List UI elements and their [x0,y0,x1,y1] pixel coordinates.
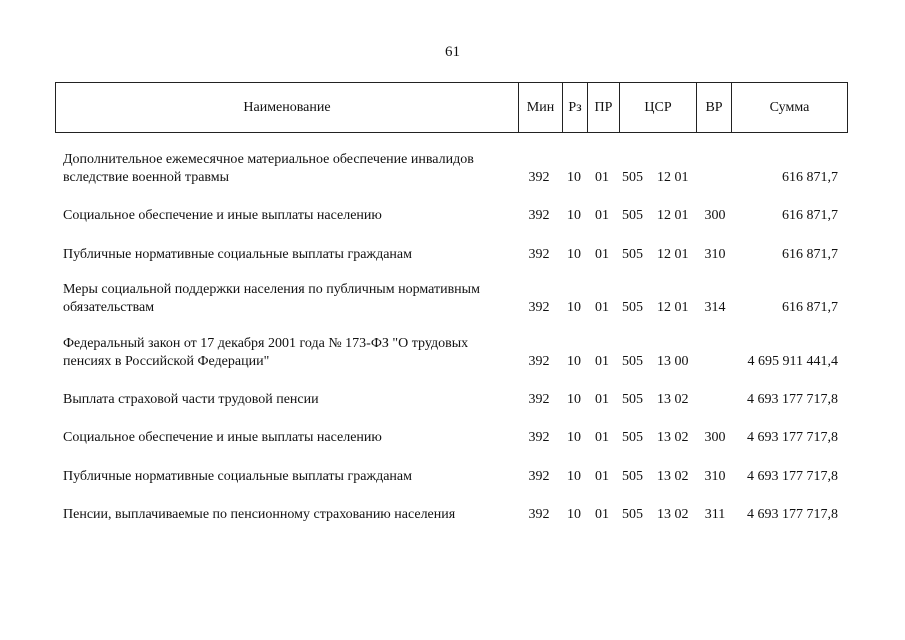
header-pr: ПР [587,83,619,132]
row-rz: 10 [567,170,581,185]
header-vr: ВР [696,83,731,132]
row-min: 392 [528,354,550,369]
row-rz: 10 [567,354,581,369]
row-csr-part1: 505 [622,430,643,445]
row-rz: 10 [567,469,581,484]
row-sum: 4 693 177 717,8 [747,469,838,484]
row-csr-part2: 13 02 [657,430,689,445]
row-name-line: Социальное обеспечение и иные выплаты населению [63,208,382,223]
row-name-line: Федеральный закон от 17 декабря 2001 года № 173-ФЗ "О трудовых [63,336,469,351]
row-sum: 616 871,7 [782,208,838,223]
row-pr: 01 [595,430,609,445]
page-number: 61 [445,44,460,60]
row-name [63,391,523,409]
row-pr: 01 [595,170,609,185]
row-rz: 10 [567,208,581,223]
row-csr-part2: 13 00 [657,354,689,369]
row-csr-part1: 505 [622,247,643,262]
row-pr: 01 [595,247,609,262]
row-csr-part2: 12 01 [657,247,689,262]
header-csr: ЦСР [619,83,696,132]
row-min: 392 [528,507,550,522]
header-min: Мин [518,83,562,132]
header-name: Наименование [243,100,331,115]
row-csr-part1: 505 [622,300,643,315]
row-vr: 310 [704,469,726,484]
row-name-line: Социальное обеспечение и иные выплаты населению [63,430,382,445]
row-name [63,335,523,371]
row-vr: 300 [704,208,726,223]
row-min: 392 [528,170,550,185]
row-csr-part1: 505 [622,208,643,223]
row-name [63,207,523,225]
row-csr-part2: 13 02 [657,507,689,522]
row-name-line: Пенсии, выплачиваемые по пенсионному страхованию населения [63,507,456,522]
row-sum: 616 871,7 [782,170,838,185]
row-min: 392 [528,469,550,484]
row-csr-part1: 505 [622,354,643,369]
header-rz: Рз [562,83,587,132]
row-vr: 311 [704,507,726,522]
row-sum: 4 695 911 441,4 [747,354,838,369]
row-rz: 10 [567,507,581,522]
row-vr: 300 [704,430,726,445]
row-pr: 01 [595,392,609,407]
row-name-line: Публичные нормативные социальные выплаты гражданам [63,247,412,262]
row-csr-part1: 505 [622,392,643,407]
row-rz: 10 [567,430,581,445]
row-sum: 4 693 177 717,8 [747,507,838,522]
row-pr: 01 [595,300,609,315]
row-pr: 01 [595,469,609,484]
row-name [63,281,523,317]
row-csr-part2: 13 02 [657,392,689,407]
row-name-line: Выплата страховой части трудовой пенсии [63,392,319,407]
row-name [63,246,523,264]
row-min: 392 [528,247,550,262]
row-sum: 616 871,7 [782,247,838,262]
row-pr: 01 [595,354,609,369]
row-csr-part1: 505 [622,507,643,522]
row-pr: 01 [595,507,609,522]
row-name-line: обязательствам [63,300,155,315]
row-name-line: Публичные нормативные социальные выплаты гражданам [63,469,412,484]
row-min: 392 [528,208,550,223]
row-csr-part2: 12 01 [657,300,689,315]
row-pr: 01 [595,208,609,223]
row-min: 392 [528,430,550,445]
row-csr-part2: 13 02 [657,469,689,484]
row-rz: 10 [567,300,581,315]
row-rz: 10 [567,392,581,407]
row-csr-part1: 505 [622,170,643,185]
row-sum: 616 871,7 [782,300,838,315]
row-name-line: пенсиях в Российской Федерации" [63,354,270,369]
row-min: 392 [528,392,550,407]
header-sum: Сумма [731,83,847,132]
row-name [63,506,523,524]
row-name [63,468,523,486]
row-min: 392 [528,300,550,315]
row-name-line: Дополнительное ежемесячное материальное обеспечение инвалидов [63,152,474,167]
row-name [63,429,523,447]
row-csr-part2: 12 01 [657,170,689,185]
table-header [55,82,848,133]
row-csr-part1: 505 [622,469,643,484]
row-sum: 4 693 177 717,8 [747,392,838,407]
row-vr: 314 [704,300,726,315]
row-name [63,151,523,187]
row-vr: 310 [704,247,726,262]
row-name-line: вследствие военной травмы [63,170,230,185]
row-name-line: Меры социальной поддержки населения по публичным нормативным [63,282,480,297]
row-csr-part2: 12 01 [657,208,689,223]
row-sum: 4 693 177 717,8 [747,430,838,445]
row-rz: 10 [567,247,581,262]
